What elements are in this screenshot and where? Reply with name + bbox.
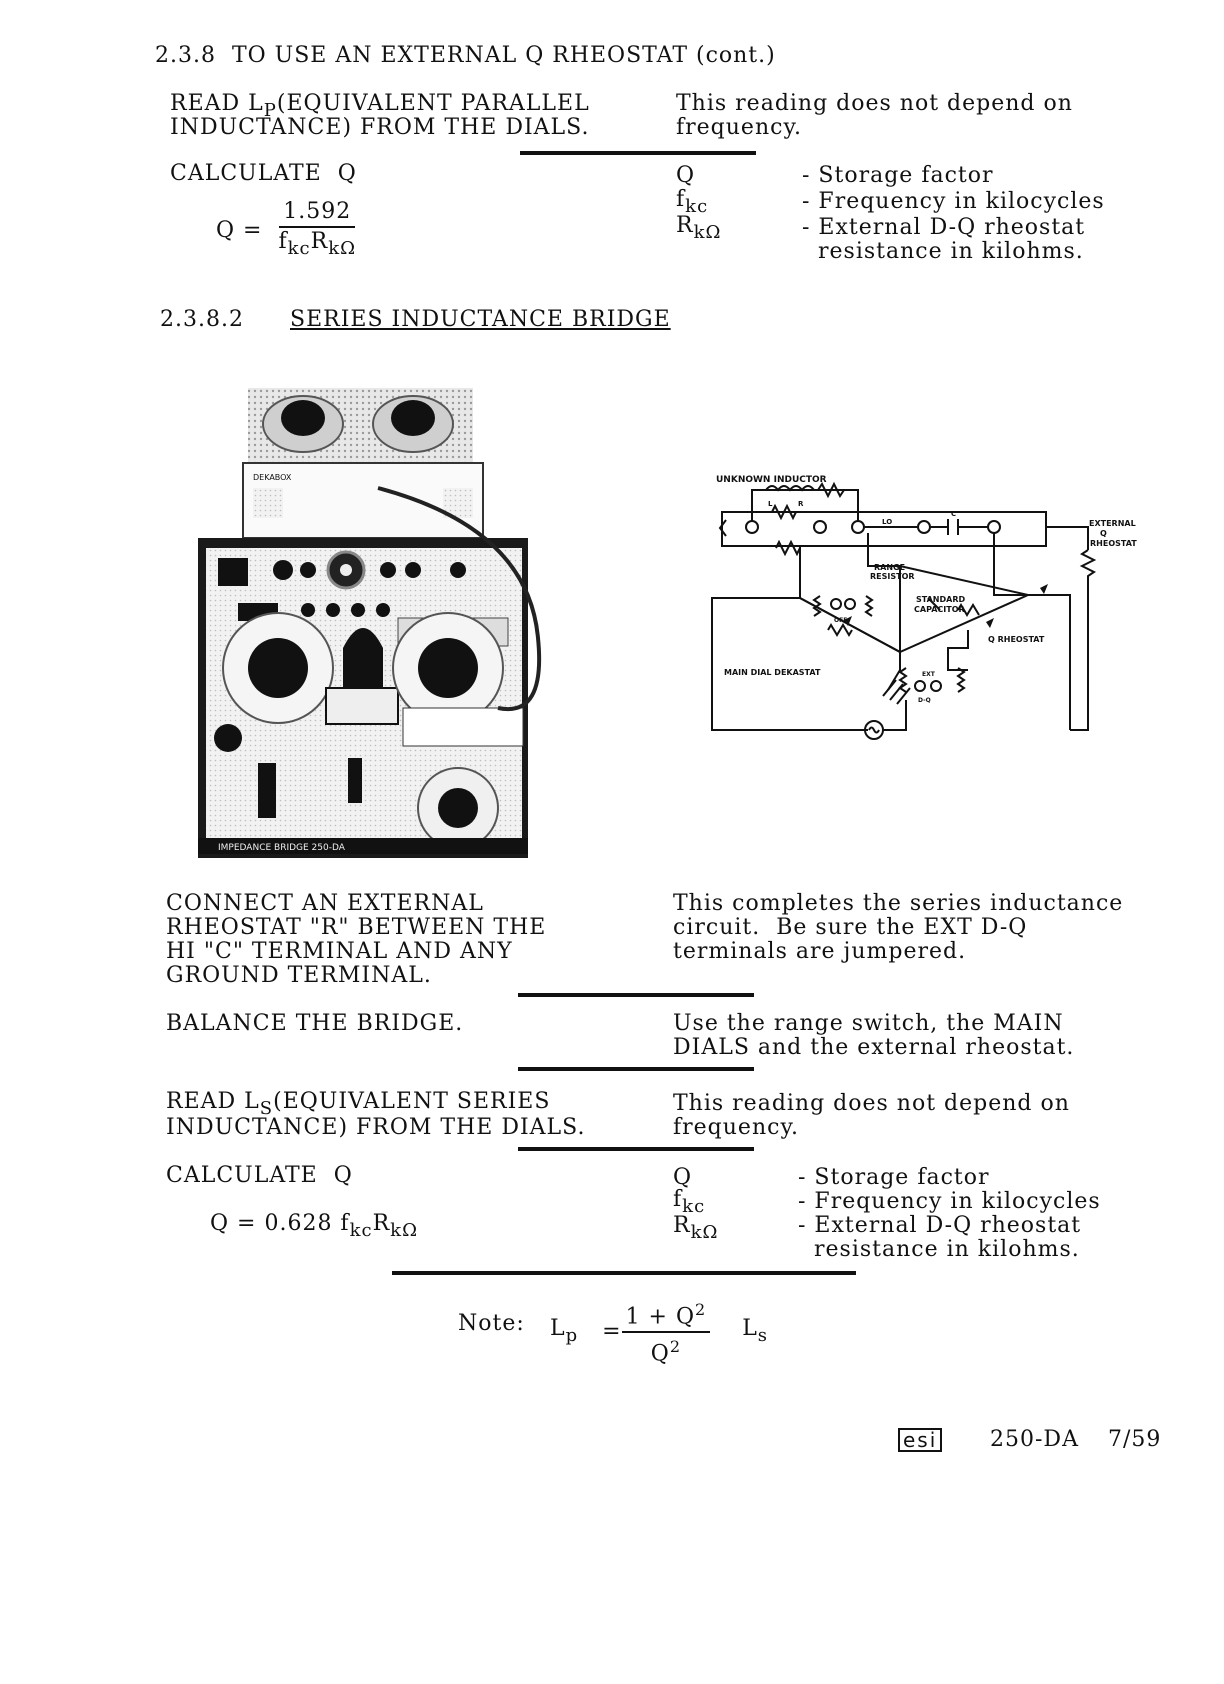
block2-legend-sym1: Q (676, 163, 696, 188)
block3-left-line4: GROUND TERMINAL. (166, 963, 432, 988)
den-f-sub: kc (287, 238, 311, 259)
block2-formula-lhs: Q = (216, 217, 263, 243)
note-ls (742, 1317, 768, 1348)
note-den-sup: 2 (669, 1337, 681, 1357)
divider-rule-1 (520, 151, 756, 155)
sym3-sub: kΩ (693, 222, 722, 243)
schem-label-l: L (768, 500, 773, 508)
b6-sym2-sub: kc (682, 1196, 706, 1217)
subsection-title: SERIES INDUCTANCE BRIDGE (290, 307, 671, 332)
block2-legend-def1: - Storage factor (802, 163, 994, 188)
block6-title: CALCULATE Q (166, 1163, 353, 1188)
block2-legend-def4: resistance in kilohms. (802, 239, 1084, 264)
instrument-photo (198, 388, 572, 858)
note-ls-main: L (742, 1315, 758, 1341)
schem-dq-label: D-Q (918, 697, 931, 704)
block3-left-line1: CONNECT AN EXTERNAL (166, 891, 484, 916)
block1-read-l: READ L (170, 91, 264, 116)
block2-fraction (278, 200, 356, 261)
schem-range-resistor-1: RANGE (874, 563, 906, 572)
formula-fsub: kc (349, 1220, 373, 1241)
formula-rsub: kΩ (390, 1220, 418, 1241)
sym2-sub: kc (685, 196, 709, 217)
formula-main: Q = 0.628 f (210, 1211, 350, 1236)
schem-standard-capacitor-1: STANDARD (916, 595, 966, 604)
schem-q-rheostat: Q RHEOSTAT (988, 635, 1045, 644)
note-formula (550, 1298, 768, 1367)
footer-date: 7/59 (1108, 1427, 1162, 1452)
b6-sym2-f: f (673, 1187, 683, 1212)
block6-legend-def1: - Storage factor (798, 1165, 990, 1190)
schem-ext-label: EXT (922, 671, 935, 678)
block5-read-l: READ L (166, 1089, 260, 1114)
schem-label-lo: LO (882, 518, 893, 526)
b6-sym3-r: R (673, 1213, 691, 1238)
block6-legend-sym3 (673, 1214, 718, 1245)
schem-label-c: C (951, 510, 957, 518)
block5-right-line2: frequency. (673, 1115, 799, 1140)
esi-logo: esi (898, 1428, 942, 1452)
block1-right-line2: frequency. (676, 115, 802, 140)
block6-legend-def3: - External D-Q rheostat (798, 1213, 1082, 1238)
block2-numerator: 1.592 (279, 200, 355, 228)
block5-left-line2: INDUCTANCE) FROM THE DIALS. (166, 1115, 586, 1140)
subsection-number: 2.3.8.2 (160, 307, 244, 332)
block1-equiv-parallel: (EQUIVALENT PARALLEL (276, 91, 590, 116)
section-header: 2.3.8 TO USE AN EXTERNAL Q RHEOSTAT (cont.) (155, 43, 776, 68)
nameplate-label: IMPEDANCE BRIDGE 250-DA (218, 843, 345, 853)
schem-unknown-inductor: UNKNOWN INDUCTOR (716, 475, 827, 485)
divider-rule-4 (518, 1147, 754, 1151)
block6-formula (210, 1212, 418, 1243)
note-den-text: Q (650, 1341, 670, 1367)
block3-left-line2: RHEOSTAT "R" BETWEEN THE (166, 915, 547, 940)
sym3-r: R (676, 213, 694, 238)
block2-title: CALCULATE Q (170, 161, 357, 186)
den-f: f (278, 229, 288, 254)
note-num-sup: 2 (695, 1300, 707, 1319)
note-equals: = (602, 1319, 622, 1345)
bridge-schematic (668, 470, 1137, 786)
block4-right-line2: DIALS and the external rheostat. (673, 1035, 1075, 1060)
b6-sym3-sub: kΩ (690, 1222, 719, 1243)
schem-ext-q-rheostat-1: EXTERNAL (1089, 519, 1136, 528)
note-lp-sub: p (565, 1324, 579, 1346)
sym2-f: f (676, 187, 686, 212)
block3-left-line3: HI "C" TERMINAL AND ANY (166, 939, 513, 964)
den-r-sub: kΩ (328, 238, 357, 259)
block3-right-line2: circuit. Be sure the EXT D-Q (673, 915, 1028, 940)
block6-legend-def2: - Frequency in kilocycles (798, 1189, 1101, 1214)
divider-rule-5 (392, 1271, 856, 1275)
dekabox-label: DEKABOX (253, 473, 292, 482)
footer-model: 250-DA (990, 1427, 1079, 1452)
block4-left-line1: BALANCE THE BRIDGE. (166, 1011, 464, 1036)
note-lp (550, 1317, 578, 1348)
block6-legend-def4: resistance in kilohms. (798, 1237, 1080, 1262)
schem-standard-capacitor-2: CAPACITOR (914, 605, 965, 614)
schem-off-label: OFF (834, 617, 848, 624)
block2-denominator (278, 228, 356, 261)
block2-formula (216, 200, 356, 261)
block3-right-line1: This completes the series inductance (673, 891, 1124, 916)
den-r: R (310, 229, 329, 254)
formula-r: R (372, 1211, 391, 1236)
block3-right-line3: terminals are jumpered. (673, 939, 967, 964)
divider-rule-2 (518, 993, 754, 997)
schem-range-resistor-2: RESISTOR (870, 572, 915, 581)
block1-sub-p: P (263, 100, 277, 121)
block2-legend-def3: - External D-Q rheostat (802, 215, 1086, 240)
footer-logo (898, 1428, 942, 1452)
note-label: Note: (458, 1311, 525, 1336)
note-lp-main: L (550, 1315, 566, 1341)
note-fraction (622, 1298, 711, 1367)
block5-sub-s: S (259, 1098, 274, 1119)
block2-legend-sym3 (676, 214, 721, 245)
note-num-text: 1 + Q (625, 1304, 696, 1330)
block1-right-line1: This reading does not depend on (676, 91, 1073, 116)
schem-main-dial-dekastat: MAIN DIAL DEKASTAT (724, 668, 821, 677)
block5-right-line1: This reading does not depend on (673, 1091, 1070, 1116)
schem-label-r: R (798, 500, 804, 508)
note-ls-sub: s (757, 1324, 769, 1346)
block2-legend-def2: - Frequency in kilocycles (802, 189, 1105, 214)
block1-left-line2: INDUCTANCE) FROM THE DIALS. (170, 115, 590, 140)
note-numerator (622, 1298, 711, 1333)
block4-right-line1: Use the range switch, the MAIN (673, 1011, 1064, 1036)
note-denominator (651, 1333, 681, 1366)
block6-legend-sym1: Q (673, 1165, 693, 1190)
schem-ext-q-rheostat-3: RHEOSTAT (1090, 539, 1137, 548)
divider-rule-3 (518, 1067, 754, 1071)
block5-equiv-series: (EQUIVALENT SERIES (273, 1089, 551, 1114)
schem-ext-q-rheostat-2: Q (1100, 529, 1107, 538)
